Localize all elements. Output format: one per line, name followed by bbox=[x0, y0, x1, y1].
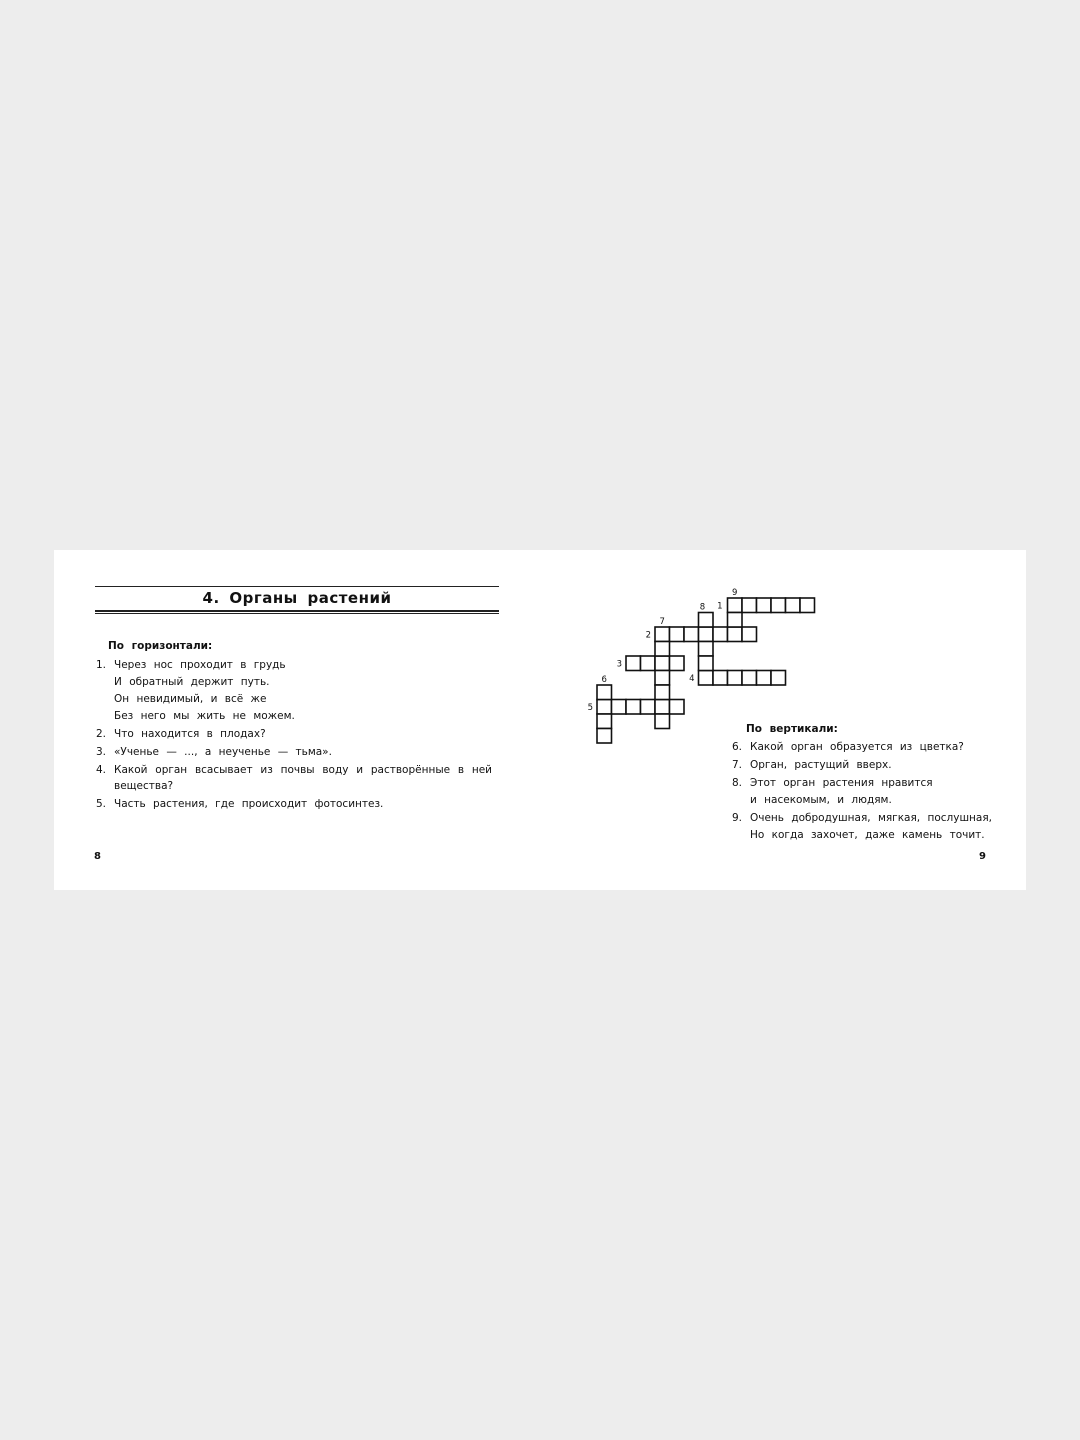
crossword-cell bbox=[641, 700, 656, 715]
crossword-cell bbox=[597, 729, 612, 744]
crossword-cell bbox=[757, 598, 772, 613]
page-title: 4. Органы растений bbox=[202, 589, 392, 607]
crossword-cell bbox=[771, 598, 786, 613]
horizontal-clue bbox=[96, 796, 492, 812]
crossword-cell bbox=[684, 627, 699, 642]
crossword-label: 3 bbox=[616, 659, 622, 670]
horizontal-clue-list bbox=[96, 657, 492, 812]
crossword-cell bbox=[597, 714, 612, 729]
horizontal-clue bbox=[96, 744, 492, 760]
crossword-cell bbox=[670, 627, 685, 642]
crossword-label: 6 bbox=[601, 675, 607, 685]
clue-number: 6. bbox=[732, 741, 743, 753]
title-rule-bottom bbox=[95, 610, 499, 614]
clue-text bbox=[750, 757, 992, 773]
horizontal-clue bbox=[96, 657, 492, 724]
clue-line: Орган, растущий вверх. bbox=[750, 759, 892, 771]
vertical-clues bbox=[732, 721, 992, 845]
crossword-cell bbox=[626, 700, 641, 715]
clue-line: Этот орган растения нравится bbox=[750, 777, 933, 789]
horizontal-heading: По горизонтали: bbox=[108, 640, 213, 652]
crossword-cell bbox=[655, 656, 670, 671]
crossword-label: 2 bbox=[645, 630, 651, 641]
horizontal-clue bbox=[96, 762, 492, 794]
clue-line: И обратный держит путь. bbox=[114, 676, 270, 688]
crossword-cell bbox=[655, 714, 670, 729]
clue-text bbox=[114, 726, 492, 742]
vertical-clue bbox=[732, 810, 992, 843]
clue-line: Через нос проходит в грудь bbox=[114, 659, 286, 671]
clue-line: Какой орган всасывает из почвы воду и растворённые в ней вещества? bbox=[114, 764, 492, 792]
clue-line: Очень добродушная, мягкая, послушная, bbox=[750, 812, 993, 824]
crossword-label: 8 bbox=[699, 602, 706, 613]
horizontal-clue bbox=[96, 726, 492, 742]
crossword-cell bbox=[670, 656, 685, 671]
crossword-cell bbox=[699, 627, 714, 642]
crossword-cell bbox=[655, 642, 670, 657]
crossword-cell bbox=[800, 598, 815, 613]
crossword-label: 5 bbox=[587, 702, 593, 713]
crossword-cell bbox=[728, 613, 743, 628]
clue-text bbox=[114, 744, 492, 760]
clue-number: 3. bbox=[96, 746, 107, 758]
crossword-label: 7 bbox=[659, 617, 665, 627]
clue-line: Какой орган образуется из цветка? bbox=[750, 741, 964, 753]
crossword-cell bbox=[626, 656, 641, 671]
crossword-cell bbox=[699, 671, 714, 686]
crossword-cell bbox=[641, 656, 656, 671]
book-spread bbox=[54, 550, 1026, 890]
clue-number: 5. bbox=[96, 798, 107, 810]
crossword-cell bbox=[699, 613, 714, 628]
clue-number: 2. bbox=[96, 728, 107, 740]
crossword-cell bbox=[655, 700, 670, 715]
crossword-cell bbox=[742, 627, 757, 642]
vertical-clue-list bbox=[732, 739, 992, 843]
vertical-clue bbox=[732, 739, 992, 755]
crossword-cell bbox=[699, 642, 714, 657]
crossword-label: 4 bbox=[689, 673, 695, 684]
clue-line: и насекомым, и людям. bbox=[750, 794, 892, 806]
clue-text bbox=[114, 762, 492, 794]
vertical-clue bbox=[732, 757, 992, 773]
crossword-cell bbox=[612, 700, 627, 715]
clue-text bbox=[114, 796, 492, 812]
crossword-cell bbox=[757, 671, 772, 686]
crossword-cell bbox=[771, 671, 786, 686]
clue-text bbox=[750, 739, 992, 755]
crossword-cell bbox=[742, 671, 757, 686]
clue-number: 7. bbox=[732, 759, 743, 771]
clue-text bbox=[114, 657, 492, 724]
crossword-cell bbox=[786, 598, 801, 613]
page-number-right: 9 bbox=[979, 851, 986, 862]
clue-text bbox=[750, 775, 992, 808]
crossword-cell bbox=[597, 685, 612, 700]
clue-line: Он невидимый, и всё же bbox=[114, 693, 267, 705]
crossword-cell bbox=[742, 598, 757, 613]
vertical-clue bbox=[732, 775, 992, 808]
clue-line: «Ученье — ..., а неученье — тьма». bbox=[114, 746, 332, 758]
clue-line: Но когда захочет, даже камень точит. bbox=[750, 829, 985, 841]
page-number-left: 8 bbox=[94, 851, 101, 862]
crossword-label: 1 bbox=[717, 601, 723, 612]
crossword-cell bbox=[597, 700, 612, 715]
clue-line: Без него мы жить не можем. bbox=[114, 710, 295, 722]
clue-number: 9. bbox=[732, 812, 743, 824]
crossword-cell bbox=[670, 700, 685, 715]
crossword-cell bbox=[655, 671, 670, 686]
clue-text bbox=[750, 810, 992, 843]
crossword-cell bbox=[728, 671, 743, 686]
clue-number: 1. bbox=[96, 659, 107, 671]
crossword-label: 9 bbox=[732, 588, 738, 598]
crossword-cell bbox=[713, 627, 728, 642]
horizontal-clues bbox=[96, 638, 492, 814]
clue-line: Что находится в плодах? bbox=[114, 728, 266, 740]
vertical-heading: По вертикали: bbox=[746, 723, 838, 735]
crossword-cell bbox=[655, 627, 670, 642]
title-block bbox=[95, 586, 499, 614]
crossword-cell bbox=[728, 598, 743, 613]
crossword-cell bbox=[713, 671, 728, 686]
clue-number: 4. bbox=[96, 764, 107, 776]
clue-line: Часть растения, где происходит фотосинтез. bbox=[114, 798, 384, 810]
crossword-cell bbox=[655, 685, 670, 700]
crossword-cell bbox=[728, 627, 743, 642]
clue-number: 8. bbox=[732, 777, 743, 789]
crossword-cell bbox=[699, 656, 714, 671]
